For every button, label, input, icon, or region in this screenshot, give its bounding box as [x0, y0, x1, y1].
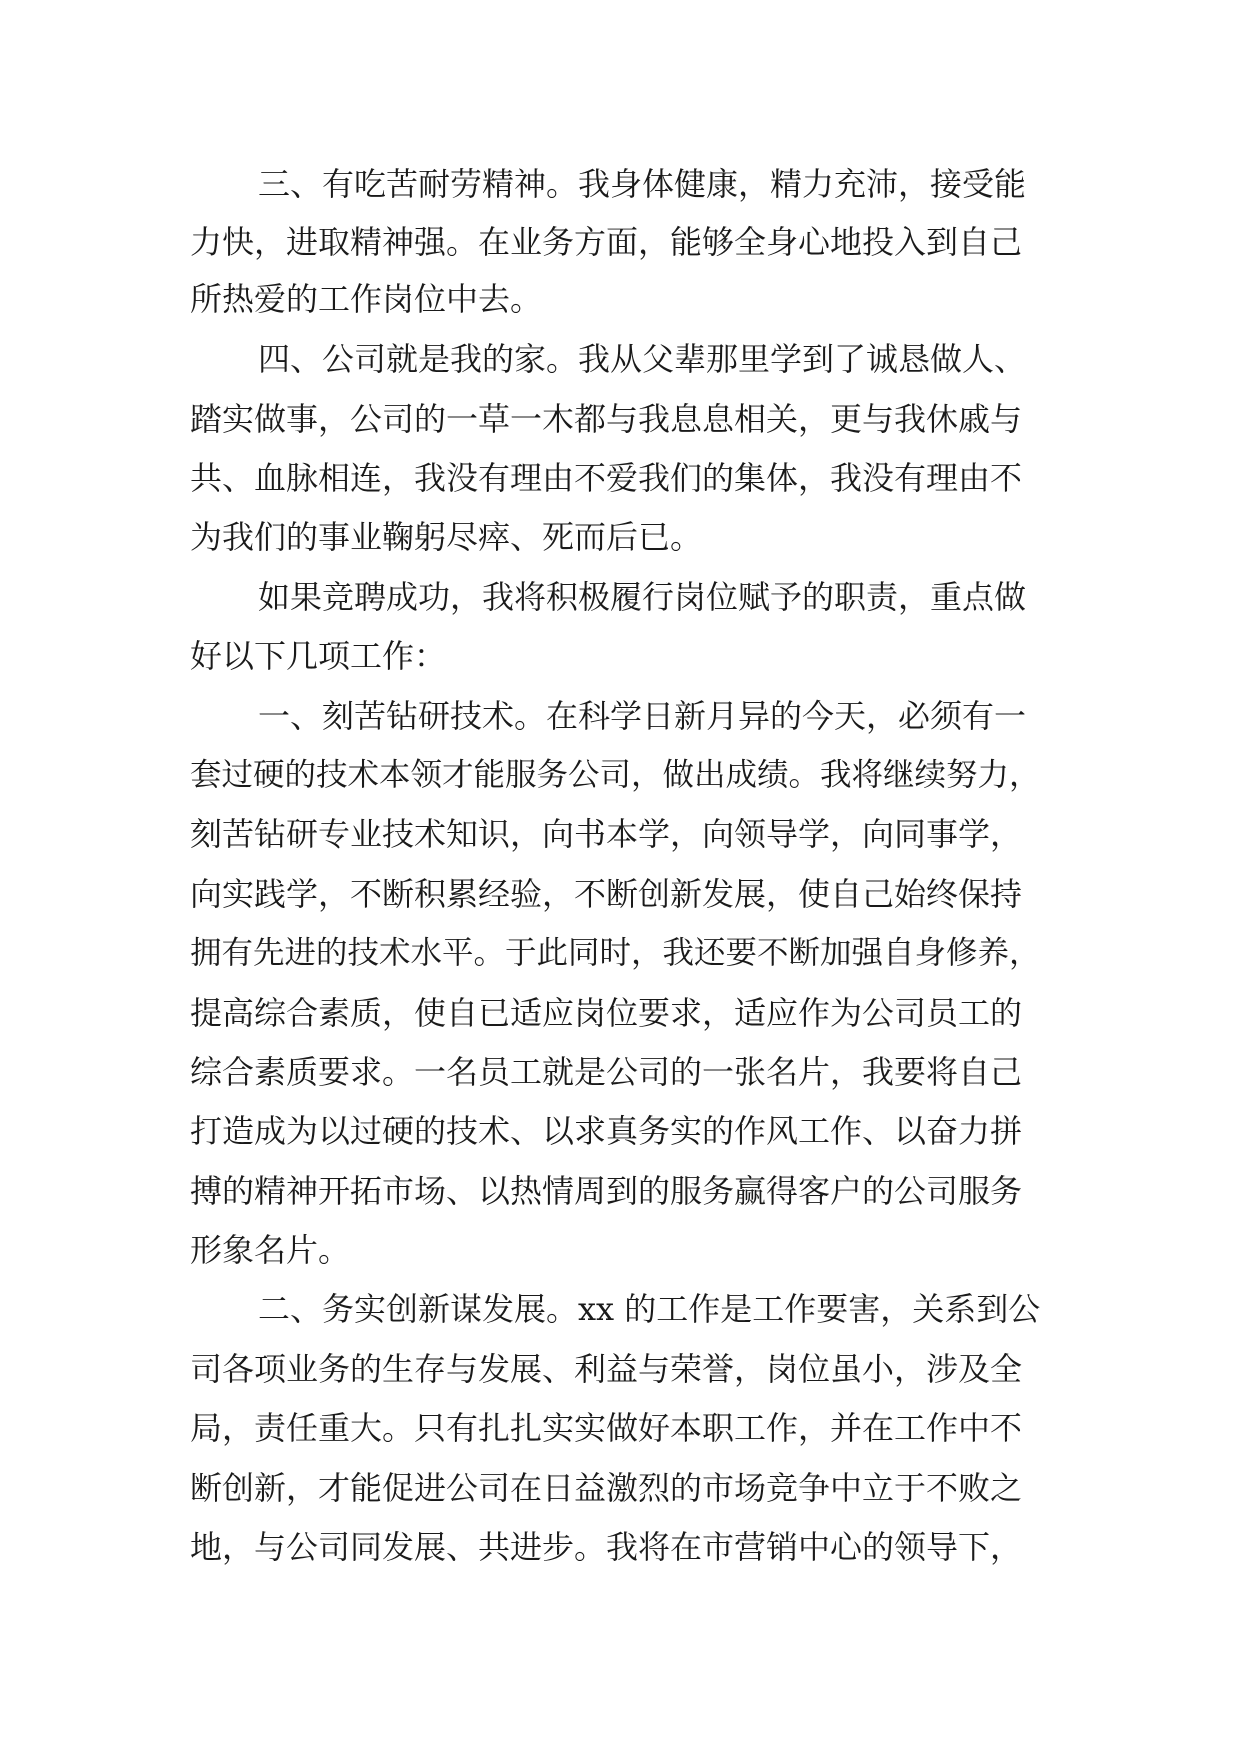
paragraph-1-line-2: 力快，进取精神强。在业务方面，能够全身心地投入到自己 — [190, 223, 1023, 261]
paragraph-5-line-1: 二、务实创新谋发展。xx 的工作是工作要害，关系到公 — [258, 1290, 1041, 1328]
paragraph-2-line-2: 踏实做事，公司的一草一木都与我息息相关，更与我休戚与 — [190, 400, 1023, 438]
paragraph-1-line-3: 所热爱的工作岗位中去。 — [190, 280, 543, 318]
paragraph-5-line-3: 局，责任重大。只有扎扎实实做好本职工作，并在工作中不 — [190, 1409, 1023, 1447]
paragraph-2-line-3: 共、血脉相连，我没有理由不爱我们的集体，我没有理由不 — [190, 459, 1023, 497]
paragraph-4-line-6: 提高综合素质，使自已适应岗位要求，适应作为公司员工的 — [190, 994, 1023, 1032]
paragraph-4-line-3: 刻苦钻研专业技术知识，向书本学，向领导学，向同事学， — [190, 815, 1023, 853]
paragraph-4-line-5: 拥有先进的技术水平。于此同时，我还要不断加强自身修养， — [190, 935, 1041, 971]
paragraph-4-line-10: 形象名片。 — [190, 1231, 351, 1269]
paragraph-4-line-1: 一、刻苦钻研技术。在科学日新月异的今天，必须有一 — [258, 697, 1027, 735]
paragraph-4-line-9: 搏的精神开拓市场、以热情周到的服务赢得客户的公司服务 — [190, 1172, 1023, 1210]
paragraph-1-line-1: 三、有吃苦耐劳精神。我身体健康，精力充沛，接受能 — [258, 165, 1027, 203]
paragraph-2-line-4: 为我们的事业鞠躬尽瘁、死而后已。 — [190, 518, 703, 556]
paragraph-3-line-2: 好以下几项工作： — [190, 637, 447, 675]
paragraph-4-line-8: 打造成为以过硬的技术、以求真务实的作风工作、以奋力拼 — [190, 1112, 1023, 1150]
paragraph-5-line-5: 地，与公司同发展、共进步。我将在市营销中心的领导下， — [190, 1528, 1023, 1566]
paragraph-3-line-1: 如果竞聘成功，我将积极履行岗位赋予的职责，重点做 — [258, 578, 1027, 616]
paragraph-4-line-4: 向实践学，不断积累经验，不断创新发展，使自己始终保持 — [190, 875, 1023, 913]
paragraph-2-line-1: 四、公司就是我的家。我从父辈那里学到了诚恳做人、 — [258, 340, 1027, 378]
paragraph-4-line-2: 套过硬的技术本领才能服务公司，做出成绩。我将继续努力， — [190, 757, 1041, 793]
paragraph-4-line-7: 综合素质要求。一名员工就是公司的一张名片，我要将自己 — [190, 1053, 1023, 1091]
paragraph-5-line-2: 司各项业务的生存与发展、利益与荣誉，岗位虽小，涉及全 — [190, 1350, 1023, 1388]
paragraph-5-line-4: 断创新，才能促进公司在日益激烈的市场竞争中立于不败之 — [190, 1469, 1023, 1507]
